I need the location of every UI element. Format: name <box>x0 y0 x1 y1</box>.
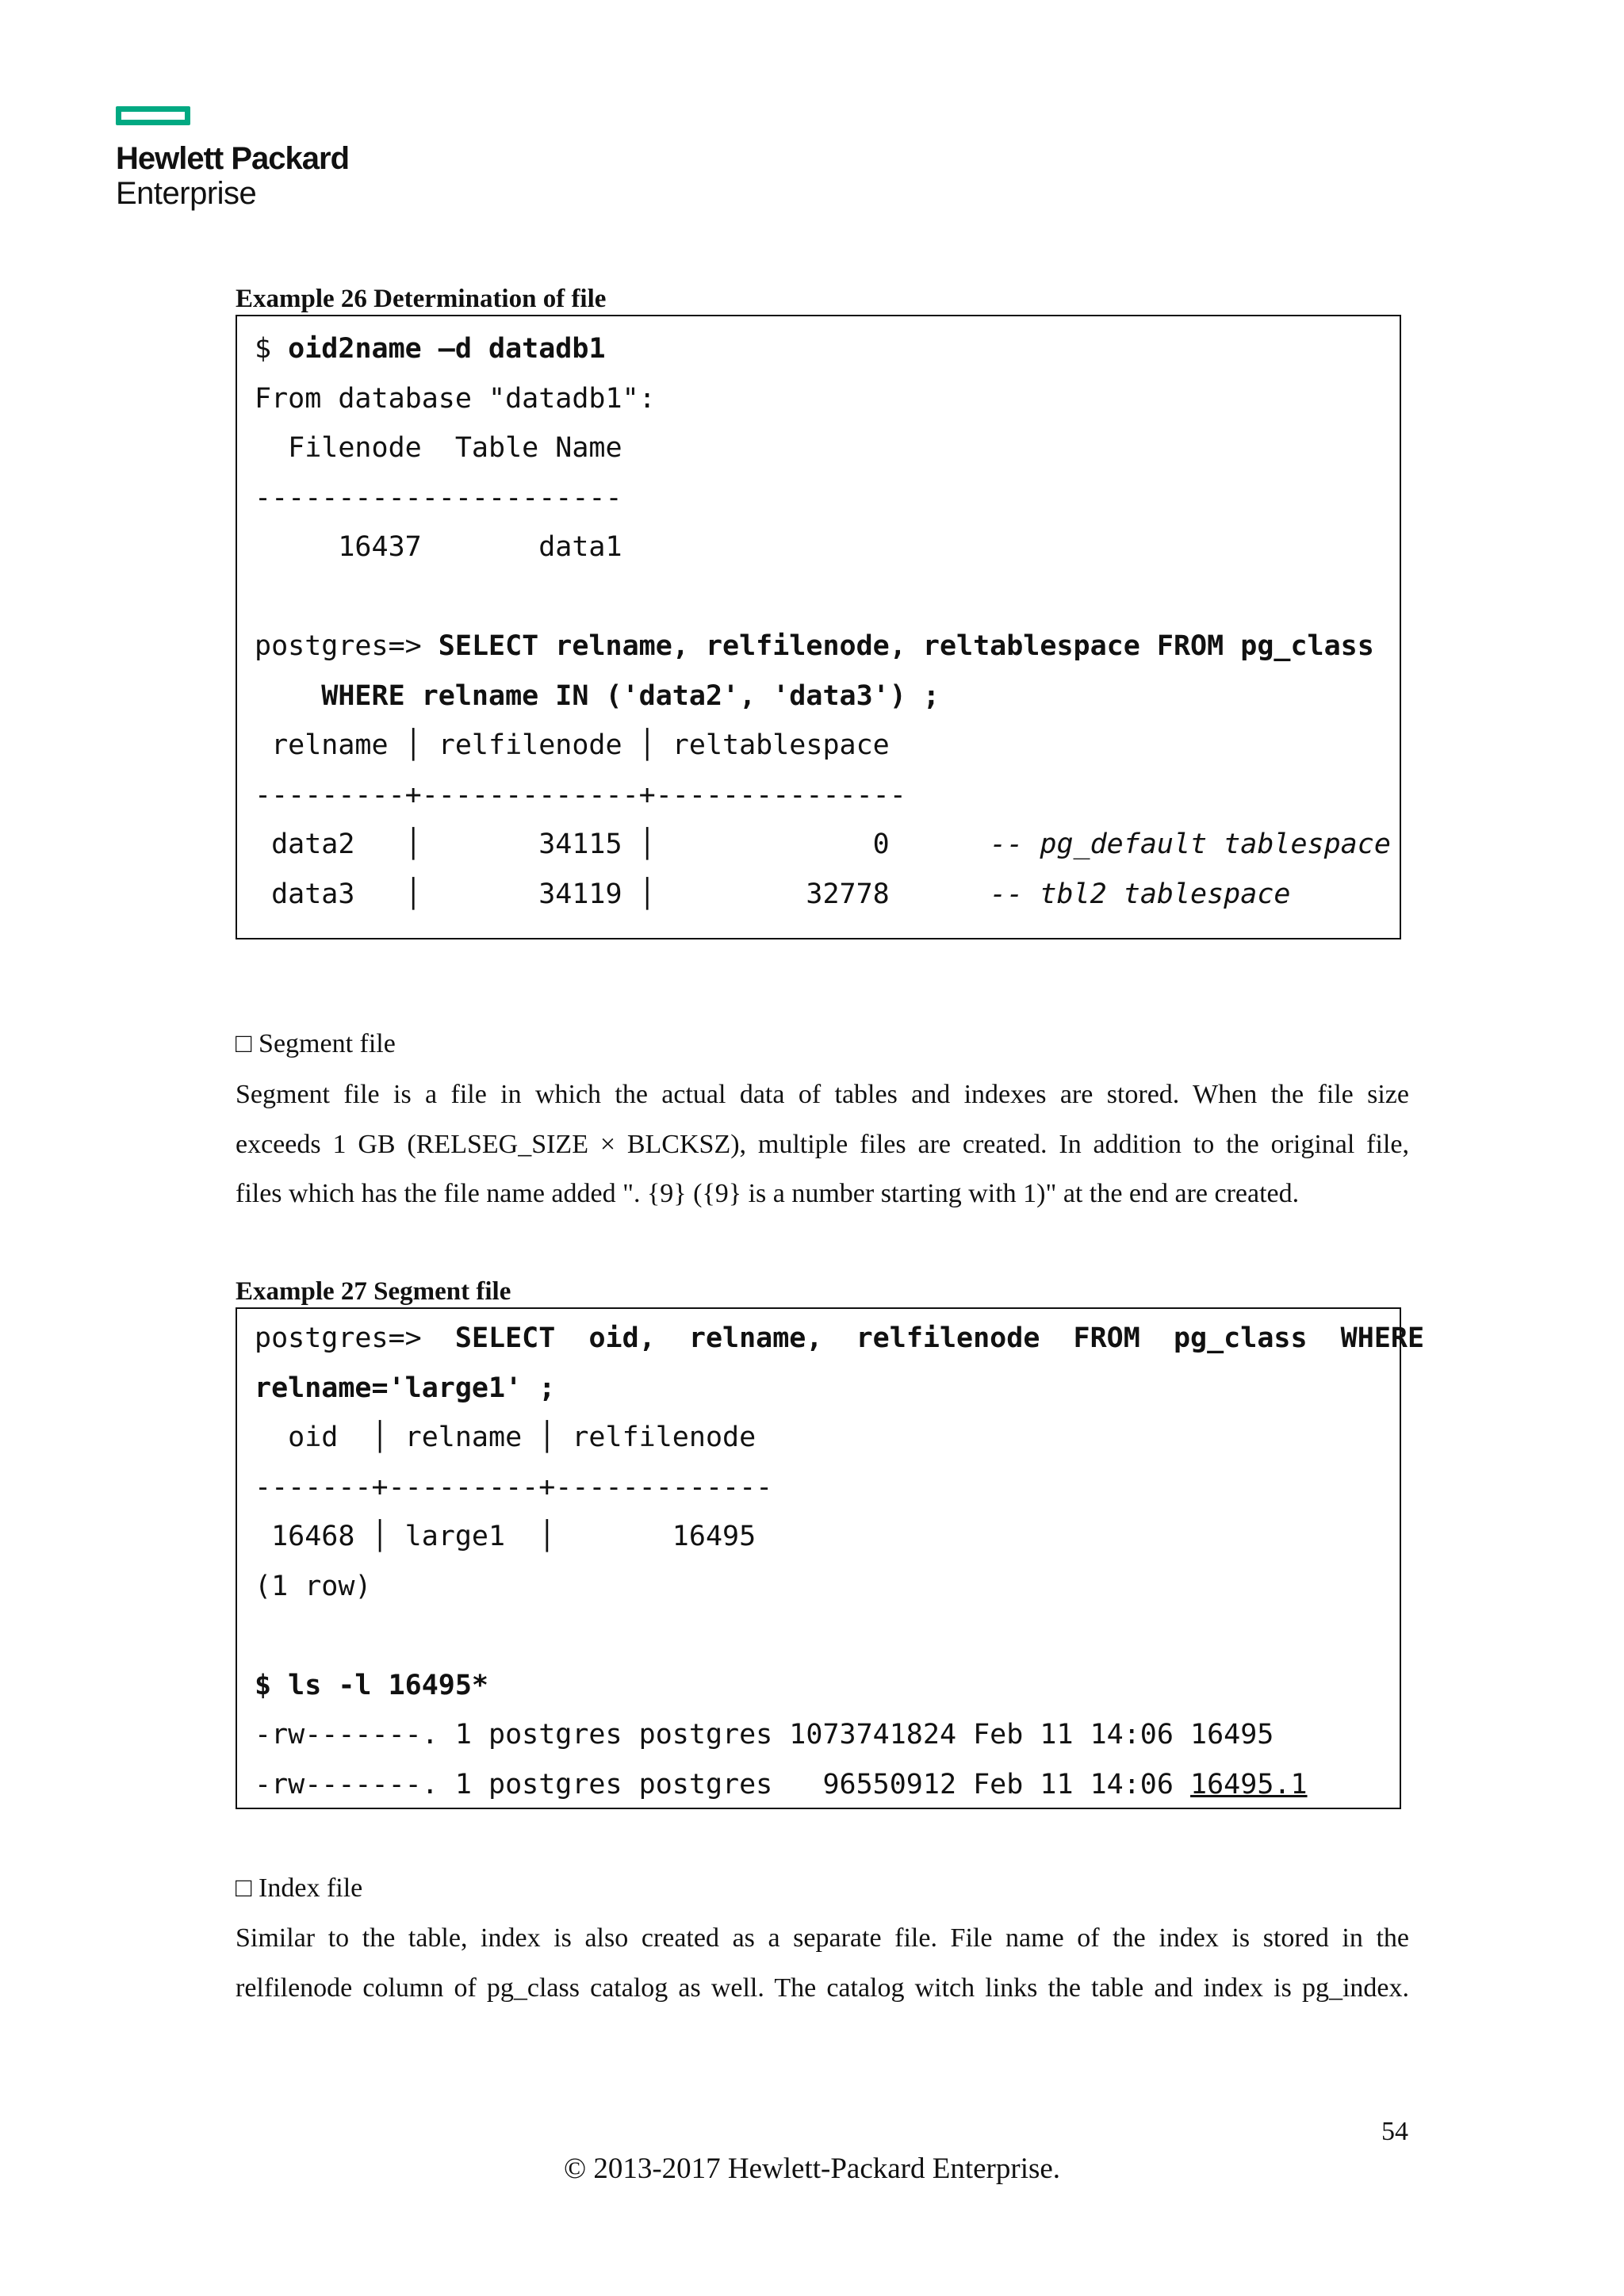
code-line <box>255 1611 1384 1661</box>
code-segment: postgres=> <box>255 630 439 662</box>
code-line <box>255 522 1384 572</box>
paragraph-line: relfilenode column of pg_class catalog as well. The catalog witch links the table and index is pg_index. <box>236 1973 1409 2003</box>
code-line <box>255 870 1384 920</box>
example-26-caption: Example 26 Determination of file <box>236 285 607 313</box>
code-line <box>255 1463 1384 1513</box>
code-segment: -rw-------. 1 postgres postgres 1073741824 Feb 11 14:06 16495 <box>255 1719 1274 1751</box>
page-number: 54 <box>1381 2117 1408 2146</box>
index-file-heading: □ Index file <box>236 1873 363 1903</box>
paragraph-line: files which has the file name added ". {9} ({9} is a number starting with 1)" at the end are created. <box>236 1179 1300 1208</box>
example-26-code-block <box>236 315 1401 939</box>
code-segment: data2 │ 34115 │ 0 <box>255 828 990 860</box>
copyright-notice: © 2013-2017 Hewlett-Packard Enterprise. <box>563 2152 1061 2185</box>
code-segment: -------+---------+------------- <box>255 1471 773 1503</box>
code-line <box>255 374 1384 424</box>
hpe-logo <box>116 106 349 211</box>
code-line <box>255 1661 1384 1711</box>
code-segment: SELECT relname, relfilenode, reltablespace FROM pg_class <box>438 630 1374 662</box>
code-line <box>255 423 1384 473</box>
example-27-caption: Example 27 Segment file <box>236 1277 511 1306</box>
code-segment: data3 │ 34119 │ 32778 <box>255 878 990 910</box>
code-line <box>255 771 1384 821</box>
segment-file-heading: □ Segment file <box>236 1029 396 1058</box>
code-line <box>255 1512 1384 1562</box>
code-line <box>255 820 1391 870</box>
code-segment: -- pg_default tablespace <box>990 828 1391 860</box>
example-27-code-block <box>236 1307 1425 1809</box>
hpe-logo-mark <box>116 106 190 125</box>
code-segment: oid │ relname │ relfilenode <box>255 1422 756 1453</box>
paragraph-line: exceeds 1 GB (RELSEG_SIZE × BLCKSZ), multiple files are created. In addition to the original file, <box>236 1129 1409 1159</box>
code-line <box>255 572 1384 622</box>
code-segment: -rw-------. 1 postgres postgres 96550912 Feb 11 14:06 <box>255 1768 1191 1800</box>
code-segment: postgres=> <box>255 1322 455 1354</box>
code-line <box>255 672 1384 721</box>
code-line <box>255 1364 1384 1414</box>
code-segment: 16437 data1 <box>255 531 622 563</box>
code-segment: WHERE relname IN ('data2', 'data3') ; <box>255 679 940 712</box>
code-line <box>255 1314 1425 1364</box>
code-segment: (1 row) <box>255 1570 372 1602</box>
code-line <box>255 1710 1384 1760</box>
code-segment: SELECT oid, relname, relfilenode FROM pg_class WHERE <box>454 1322 1425 1354</box>
code-segment: relname='large1' ; <box>255 1372 556 1404</box>
code-line <box>255 721 1384 771</box>
code-segment: $ <box>255 333 289 365</box>
code-line <box>255 1562 1384 1612</box>
segment-file-paragraph <box>236 1070 1409 1219</box>
index-file-paragraph <box>236 1914 1409 2013</box>
paragraph-line: Similar to the table, index is also created as a separate file. File name of the index is stored in the <box>236 1923 1409 1953</box>
code-segment: $ ls -l 16495* <box>255 1669 489 1701</box>
code-line <box>255 1760 1384 1810</box>
code-segment: Filenode Table Name <box>255 432 622 464</box>
logo-line-1: Hewlett Packard <box>116 141 350 176</box>
code-line <box>255 473 1384 523</box>
logo-line-2: Enterprise <box>116 176 257 211</box>
code-line <box>255 622 1384 672</box>
code-segment: 16495.1 <box>1190 1768 1308 1800</box>
code-segment: -- tbl2 tablespace <box>990 878 1291 910</box>
code-segment: ---------------------- <box>255 481 622 514</box>
code-segment: From database "datadb1": <box>255 382 656 415</box>
code-segment: 16468 │ large1 │ 16495 <box>255 1521 756 1552</box>
code-segment: ---------+-------------+--------------- <box>255 779 906 811</box>
code-line <box>255 324 1384 374</box>
code-line <box>255 1413 1384 1463</box>
code-segment: relname │ relfilenode │ reltablespace <box>255 729 890 761</box>
code-segment: oid2name –d datadb1 <box>288 333 606 365</box>
paragraph-line: Segment file is a file in which the actual data of tables and indexes are stored. When the file size <box>236 1080 1409 1109</box>
